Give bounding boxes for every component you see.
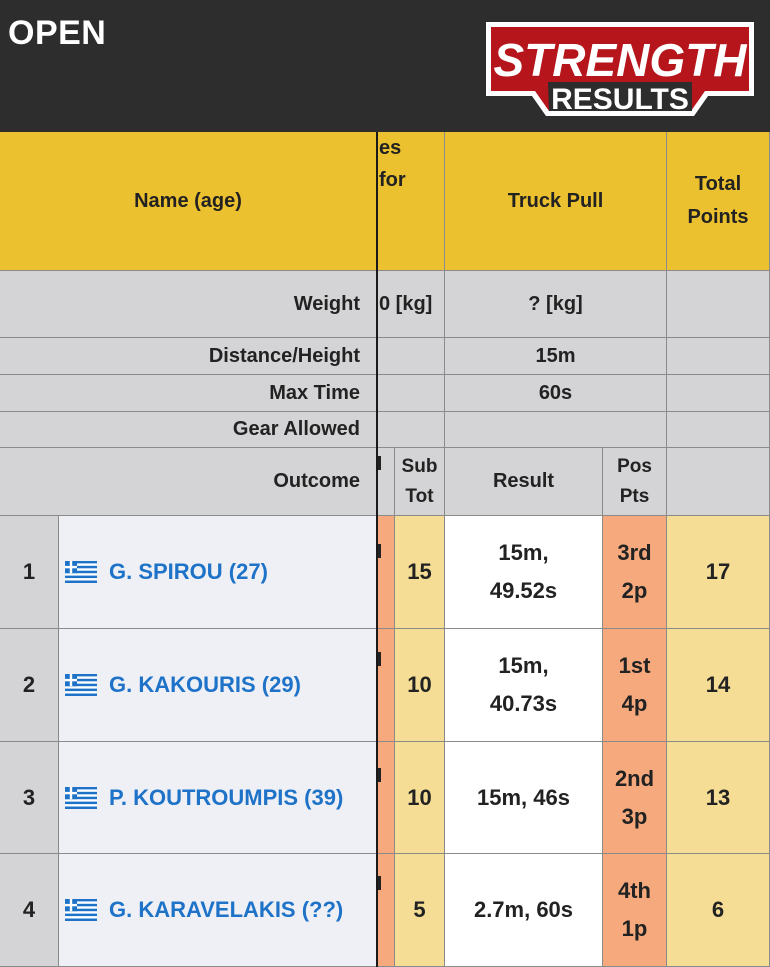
logo-line2: RESULTS: [551, 83, 689, 116]
logo-line1: STRENGTH: [493, 34, 747, 86]
pos-pts-cell: [603, 742, 667, 854]
outcome-pos-line2: Pts: [619, 485, 650, 507]
clipped-event-pts: [377, 516, 395, 629]
total-points-text: 17: [705, 559, 731, 584]
result-line1: 2.7m, 60s: [473, 897, 574, 922]
outcome-result: [445, 448, 603, 516]
rank-text: 3: [22, 784, 36, 810]
clipped-event-pts: [377, 742, 395, 854]
frozen-column-divider: [376, 132, 378, 967]
total-points-cell: [667, 516, 770, 629]
results-table: [0, 132, 770, 967]
header-truck-pull: [445, 132, 667, 271]
spec-weight-clipped-text: 0 [kg]: [379, 292, 433, 315]
result-cell: [445, 629, 603, 742]
table-row-rank: [0, 854, 59, 967]
athlete-name-cell[interactable]: [59, 854, 377, 967]
total-points-text: 14: [705, 672, 731, 697]
rank-text: 1: [22, 559, 36, 584]
sub-tot-cell: [395, 629, 445, 742]
header-total-points: [667, 132, 770, 271]
pos-text: 3rd: [617, 540, 652, 565]
rank-text: 2: [22, 672, 36, 697]
header-total-line2: Points: [687, 206, 749, 228]
spec-distance-label-text: Distance/Height: [208, 344, 360, 367]
page-title: OPEN: [8, 14, 107, 52]
athlete-name-link[interactable]: G. KARAVELAKIS (??): [109, 897, 344, 922]
header-clipped-line1: es: [379, 137, 402, 159]
athlete-name-cell[interactable]: [59, 516, 377, 629]
total-points-cell: [667, 854, 770, 967]
greece-flag-icon: [65, 561, 97, 583]
spec-distance-truck-pull-text: 15m: [535, 344, 576, 367]
spec-max-time-label: [0, 375, 377, 412]
pts-text: 3p: [621, 803, 648, 829]
greece-flag-icon: [65, 674, 97, 696]
sub-tot-cell: [395, 854, 445, 967]
clipped-glyph-fragment: [378, 652, 381, 666]
header-name-label: Name (age): [134, 189, 242, 212]
pts-text: 4p: [621, 691, 648, 716]
top-bar: [0, 0, 770, 132]
spec-gear-truck-pull: [445, 412, 667, 448]
result-line2: 49.52s: [489, 578, 558, 603]
sub-tot-cell: [395, 516, 445, 629]
outcome-sub-tot: [395, 448, 445, 516]
spec-weight-total: [667, 271, 770, 338]
spec-weight-truck-pull: [445, 271, 667, 338]
header-clipped-line2: for: [379, 169, 406, 191]
result-line2: 40.73s: [489, 691, 558, 716]
spec-max-time-label-text: Max Time: [269, 381, 360, 404]
total-points-cell: [667, 629, 770, 742]
result-cell: [445, 742, 603, 854]
athlete-name-cell[interactable]: [59, 629, 377, 742]
pos-pts-cell: [603, 854, 667, 967]
clipped-glyph-fragment: [378, 456, 381, 470]
spec-max-time-total: [667, 375, 770, 412]
header-clipped-event: [377, 132, 445, 271]
spec-distance-truck-pull: [445, 338, 667, 375]
spec-max-time-truck-pull: [445, 375, 667, 412]
sub-tot-text: 10: [407, 784, 432, 810]
spec-distance-total: [667, 338, 770, 375]
header-total-line1: Total: [694, 173, 742, 195]
sub-tot-text: 15: [407, 559, 432, 584]
spec-weight-label: [0, 271, 377, 338]
spec-weight-label-text: Weight: [293, 292, 360, 315]
spec-gear-total: [667, 412, 770, 448]
header-truck-pull-label: Truck Pull: [507, 189, 604, 212]
clipped-glyph-fragment: [378, 768, 381, 782]
header-name: [0, 132, 377, 271]
athlete-name-link[interactable]: G. SPIROU (27): [109, 559, 268, 584]
result-line1: 15m,: [498, 653, 549, 678]
spec-distance-clipped: [377, 338, 445, 375]
sub-tot-text: 5: [413, 897, 426, 922]
total-points-text: 6: [711, 897, 725, 922]
outcome-pos-pts: [603, 448, 667, 516]
clipped-event-pts: [377, 629, 395, 742]
result-line1: 15m, 46s: [477, 784, 570, 810]
outcome-total: [667, 448, 770, 516]
strength-results-logo: [482, 18, 758, 120]
athlete-name-link[interactable]: G. KAKOURIS (29): [109, 672, 301, 697]
greece-flag-icon: [65, 899, 97, 921]
clipped-glyph-fragment: [378, 544, 381, 558]
spec-gear-label: [0, 412, 377, 448]
spec-distance-label: [0, 338, 377, 375]
outcome-label-text: Outcome: [273, 470, 360, 492]
spec-max-time-clipped: [377, 375, 445, 412]
total-points-cell: [667, 742, 770, 854]
result-cell: [445, 854, 603, 967]
total-points-text: 13: [705, 784, 731, 810]
outcome-label: [0, 448, 377, 516]
outcome-sub-tot-line2: Tot: [405, 485, 434, 507]
pos-pts-cell: [603, 629, 667, 742]
clipped-event-pts: [377, 854, 395, 967]
pos-text: 2nd: [614, 765, 655, 791]
outcome-sub-tot-line1: Sub: [401, 455, 438, 477]
outcome-result-text: Result: [492, 470, 555, 492]
spec-weight-truck-pull-text: ? [kg]: [528, 292, 583, 315]
spec-weight-clipped: [377, 271, 445, 338]
result-line1: 15m,: [498, 540, 549, 565]
pos-pts-cell: [603, 516, 667, 629]
table-row-rank: [0, 516, 59, 629]
pts-text: 1p: [621, 916, 648, 941]
pos-text: 1st: [618, 653, 651, 678]
athlete-name-link[interactable]: P. KOUTROUMPIS (39): [109, 784, 344, 810]
table-row-rank: [0, 742, 59, 854]
table-row-rank: [0, 629, 59, 742]
athlete-name-cell[interactable]: [59, 742, 377, 854]
sub-tot-cell: [395, 742, 445, 854]
clipped-glyph-fragment: [378, 876, 381, 890]
spec-max-time-truck-pull-text: 60s: [538, 381, 573, 404]
outcome-pos-line1: Pos: [617, 455, 652, 477]
spec-gear-label-text: Gear Allowed: [232, 418, 360, 440]
pts-text: 2p: [621, 578, 648, 603]
result-cell: [445, 516, 603, 629]
pos-text: 4th: [618, 878, 651, 903]
spec-gear-clipped: [377, 412, 445, 448]
sub-tot-text: 10: [407, 672, 432, 697]
greece-flag-icon: [65, 787, 97, 809]
rank-text: 4: [22, 897, 36, 922]
